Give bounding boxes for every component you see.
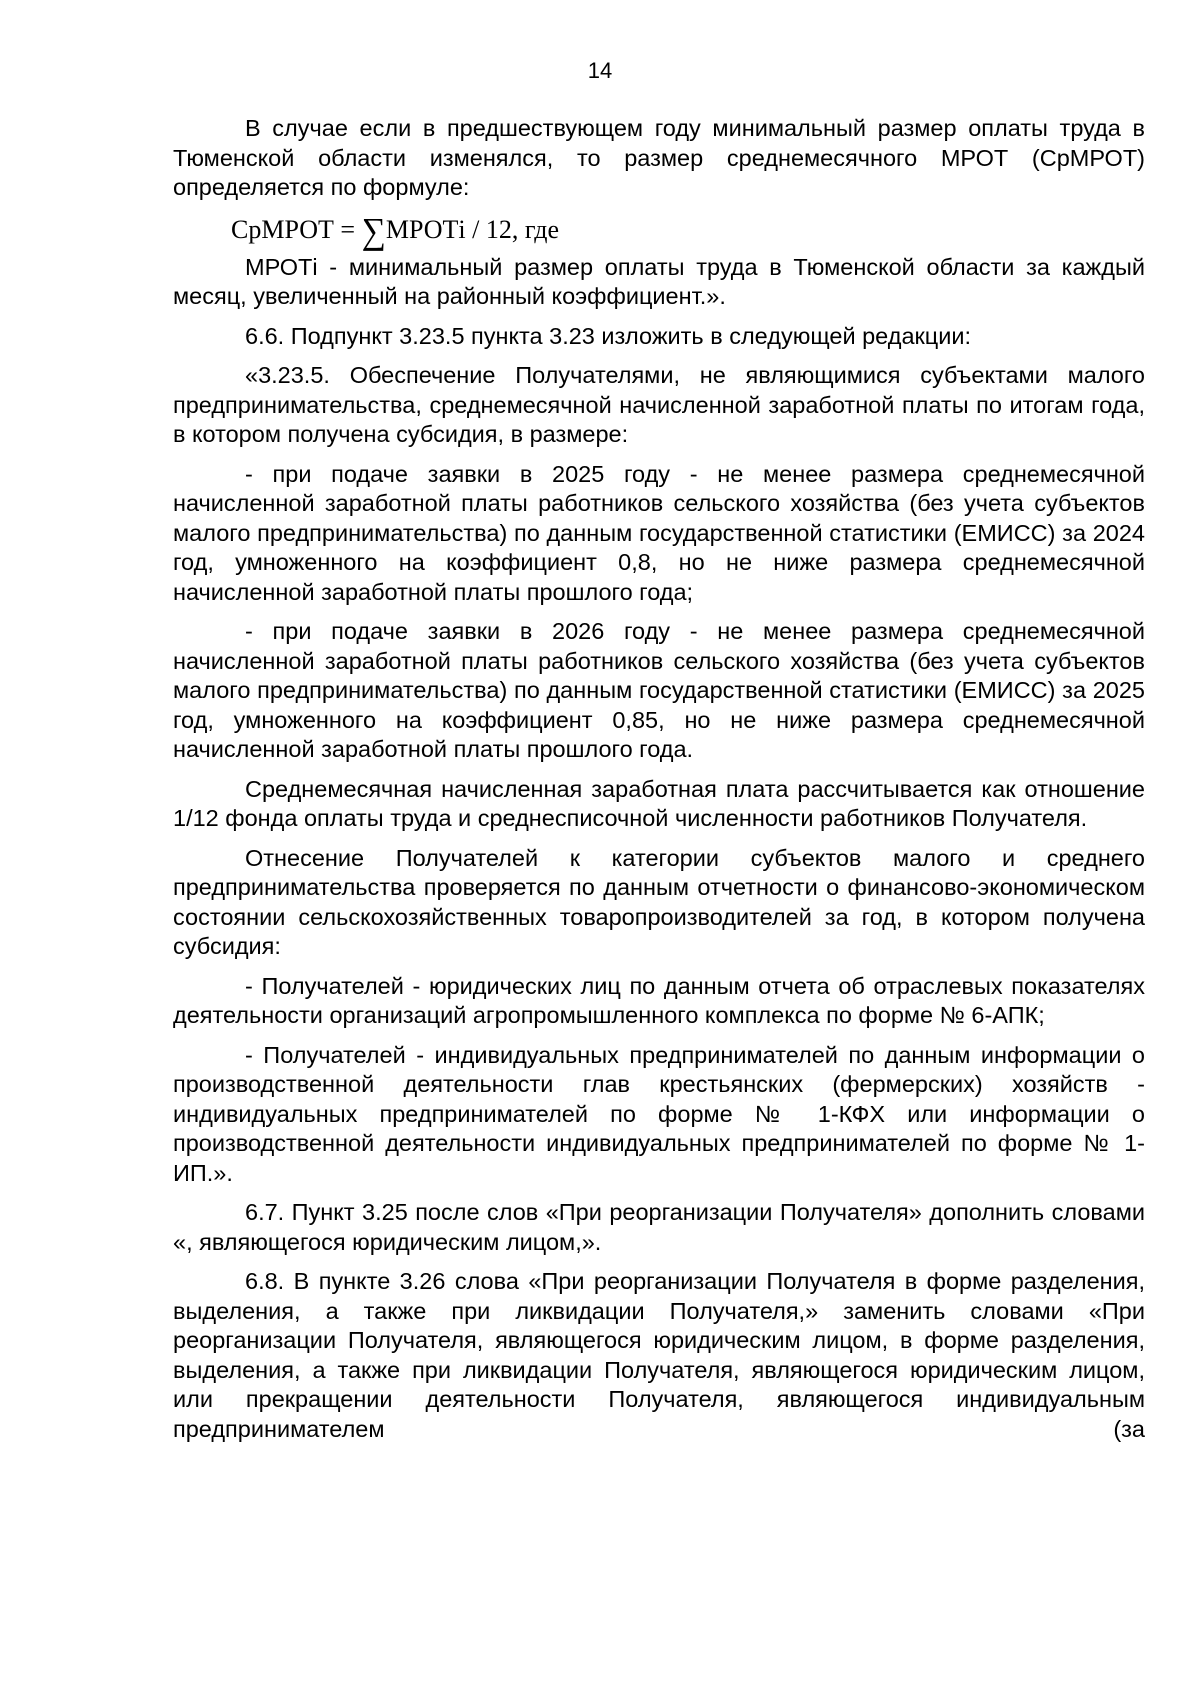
paragraph-mroti-definition: МРОТi - минимальный размер оплаты труда в Тюменской области за каждый месяц, увеличенный на районный коэффициент.».: [173, 253, 1145, 309]
paragraph-6-7: 6.7. Пункт 3.25 после слов «При реорганизации Получателя» дополнить словами «, являющегося юридическим лицом,».: [173, 1199, 1145, 1255]
formula-lhs: СрМРОТ: [231, 214, 334, 244]
formula-suffix: где: [524, 214, 559, 244]
document-body: [173, 114, 1145, 1444]
sum-symbol: ∑: [361, 210, 386, 251]
formula-average-mrot: [231, 210, 1145, 251]
paragraph-individual-entrepreneurs: - Получателей - индивидуальных предпринимателей по данным информации о производственной деятельности глав крестьянских (фермерских) хозяйств - индивидуальных предпринимателей по форме № 1-КФХ или информации о производственной деятельности индивидуальных предпринимателей по форме № 1-ИП.».: [173, 1041, 1145, 1186]
paragraph-2026-application: - при подаче заявки в 2026 году - не менее размера среднемесячной начисленной заработной платы работников сельского хозяйства (без учета субъектов малого предпринимательства) по данным государственной статистики (ЕМИСС) за 2025 год, умноженного на коэффициент 0,85, но не ниже размера среднемесячной начисленной заработной платы прошлого года.: [173, 618, 1145, 762]
formula-rhs: МРОТi / 12,: [385, 214, 519, 244]
paragraph-sme-category-check: Отнесение Получателей к категории субъектов малого и среднего предпринимательства проверяется по данным отчетности о финансово-экономическом состоянии сельскохозяйственных товаропроизводителей за год, в котором получена субсидия:: [173, 844, 1145, 959]
paragraph-mrot-change-condition: В случае если в предшествующем году минимальный размер оплаты труда в Тюменской области изменялся, то размер среднемесячного МРОТ (СрМРОТ) определяется по формуле:: [173, 115, 1145, 200]
page-number: 14: [587, 58, 613, 83]
paragraph-3-23-5: «3.23.5. Обеспечение Получателями, не являющимися субъектами малого предпринимательства, среднемесячной начисленной заработной платы по итогам года, в котором получена субсидия, в размере:: [173, 362, 1145, 447]
paragraph-2025-application: - при подаче заявки в 2025 году - не менее размера среднемесячной начисленной заработной платы работников сельского хозяйства (без учета субъектов малого предпринимательства) по данным государственной статистики (ЕМИСС) за 2024 год, умноженного на коэффициент 0,8, но не ниже размера среднемесячной начисленной заработной платы прошлого года;: [173, 460, 1145, 605]
paragraph-legal-entities: - Получателей - юридических лиц по данным отчета об отраслевых показателях деятельности организаций агропромышленного комплекса по форме № 6-АПК;: [173, 972, 1145, 1028]
paragraph-average-wage-calculation: Среднемесячная начисленная заработная плата рассчитывается как отношение 1/12 фонда оплаты труда и среднесписочной численности работников Получателя.: [173, 775, 1145, 831]
formula-equals: =: [340, 214, 356, 244]
paragraph-6-6: 6.6. Подпункт 3.23.5 пункта 3.23 изложить в следующей редакции:: [245, 322, 972, 349]
paragraph-6-8: 6.8. В пункте 3.26 слова «При реорганизации Получателя в форме разделения, выделения, а также при ликвидации Получателя,» заменить словами «При реорганизации Получателя, являющегося юридическим лицом, в форме разделения, выделения, а также при ликвидации Получателя, являющегося юридическим лицом, или прекращении деятельности Получателя, являющегося индивидуальным предпринимателем (за: [173, 1268, 1145, 1442]
